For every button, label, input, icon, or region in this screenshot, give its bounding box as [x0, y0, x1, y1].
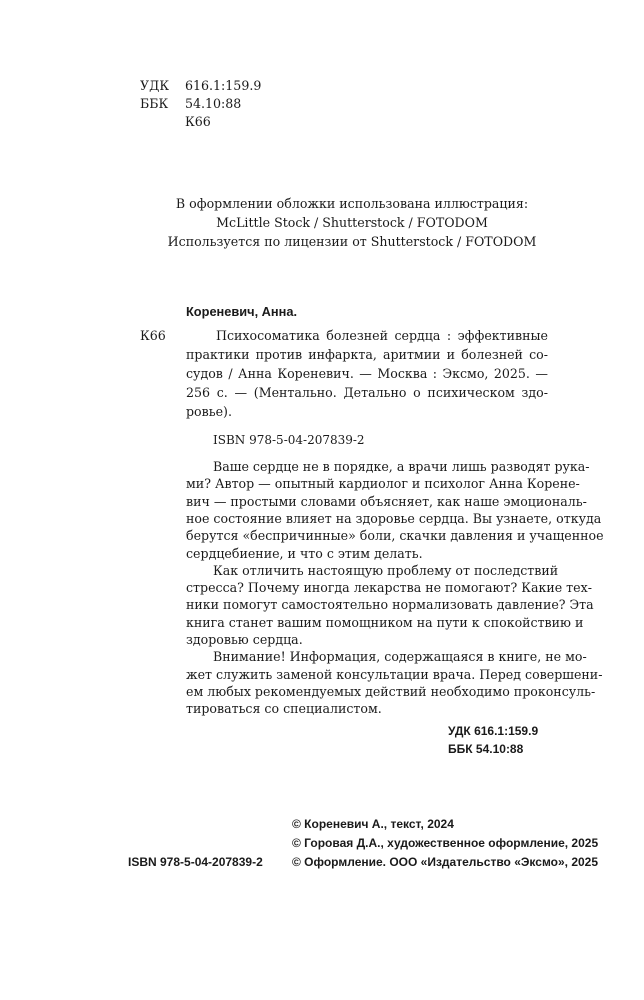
- copyright-line: © Оформление. ООО «Издательство «Эксмо», 2025: [292, 855, 599, 869]
- record-line: 256 с. — (Ментально. Детально о психическом здо-: [186, 385, 548, 400]
- cover-credit-line: Используется по лицензии от Shutterstock / FOTODOM: [167, 234, 537, 249]
- annotation-line: ем любых рекомендуемых действий необходимо проконсуль-: [186, 684, 596, 699]
- record-line: практики против инфаркта, аритмии и болезней со-: [186, 347, 548, 362]
- copyright-line: © Горовая Д.А., художественное оформление, 2025: [292, 836, 599, 850]
- cover-credit-line: В оформлении обложки использована иллюстрация:: [175, 196, 529, 211]
- record-line: ровье).: [186, 404, 232, 419]
- annotation-line: берутся «беспричинные» боли, скачки давления и учащенное: [186, 528, 604, 543]
- bottom-udk: УДК 616.1:159.9: [448, 724, 539, 738]
- annotation-line: Внимание! Информация, содержащаяся в книге, не мо-: [213, 649, 587, 664]
- bbk-code: 54.10:88: [185, 96, 242, 111]
- annotation-line: вич — простыми словами объясняет, как наше эмоциональ-: [186, 494, 587, 509]
- annotation-line: ное состояние влияет на здоровье сердца. Вы узнаете, откуда: [186, 511, 602, 526]
- annotation-line: тироваться со специалистом.: [186, 701, 382, 716]
- annotation-line: Как отличить настоящую проблему от последствий: [213, 563, 559, 578]
- annotation-line: книга станет вашим помощником на пути к спокойствию и: [186, 615, 584, 630]
- annotation-line: Ваше сердце не в порядке, а врачи лишь разводят рука-: [213, 459, 590, 474]
- udk-code: 616.1:159.9: [185, 78, 262, 93]
- cover-credit-line: McLittle Stock / Shutterstock / FOTODOM: [216, 215, 488, 230]
- udk-label: УДК: [140, 78, 170, 93]
- record-line: судов / Анна Кореневич. — Москва : Эксмо, 2025. —: [186, 366, 548, 381]
- isbn-bottom: ISBN 978-5-04-207839-2: [128, 855, 263, 869]
- record-line: Психосоматика болезней сердца : эффективные: [216, 328, 548, 343]
- bottom-bbk: ББК 54.10:88: [448, 742, 524, 756]
- author-mark: К66: [185, 114, 211, 129]
- annotation-line: ми? Автор — опытный кардиолог и психолог Анна Корене-: [186, 476, 580, 491]
- record-isbn: ISBN 978-5-04-207839-2: [213, 433, 365, 447]
- annotation-line: жет служить заменой консультации врача. Перед совершени-: [186, 667, 603, 682]
- bbk-label: ББК: [140, 96, 169, 111]
- annotation-line: здоровью сердца.: [186, 632, 303, 647]
- record-author: Кореневич, Анна.: [186, 304, 298, 319]
- annotation-line: стресса? Почему иногда лекарства не помогают? Какие тех-: [186, 580, 592, 595]
- copyright-line: © Кореневич А., текст, 2024: [292, 817, 454, 831]
- record-mark: К66: [140, 328, 166, 343]
- annotation-line: сердцебиение, и что с этим делать.: [186, 546, 423, 561]
- annotation-line: ники помогут самостоятельно нормализовать давление? Эта: [186, 597, 594, 612]
